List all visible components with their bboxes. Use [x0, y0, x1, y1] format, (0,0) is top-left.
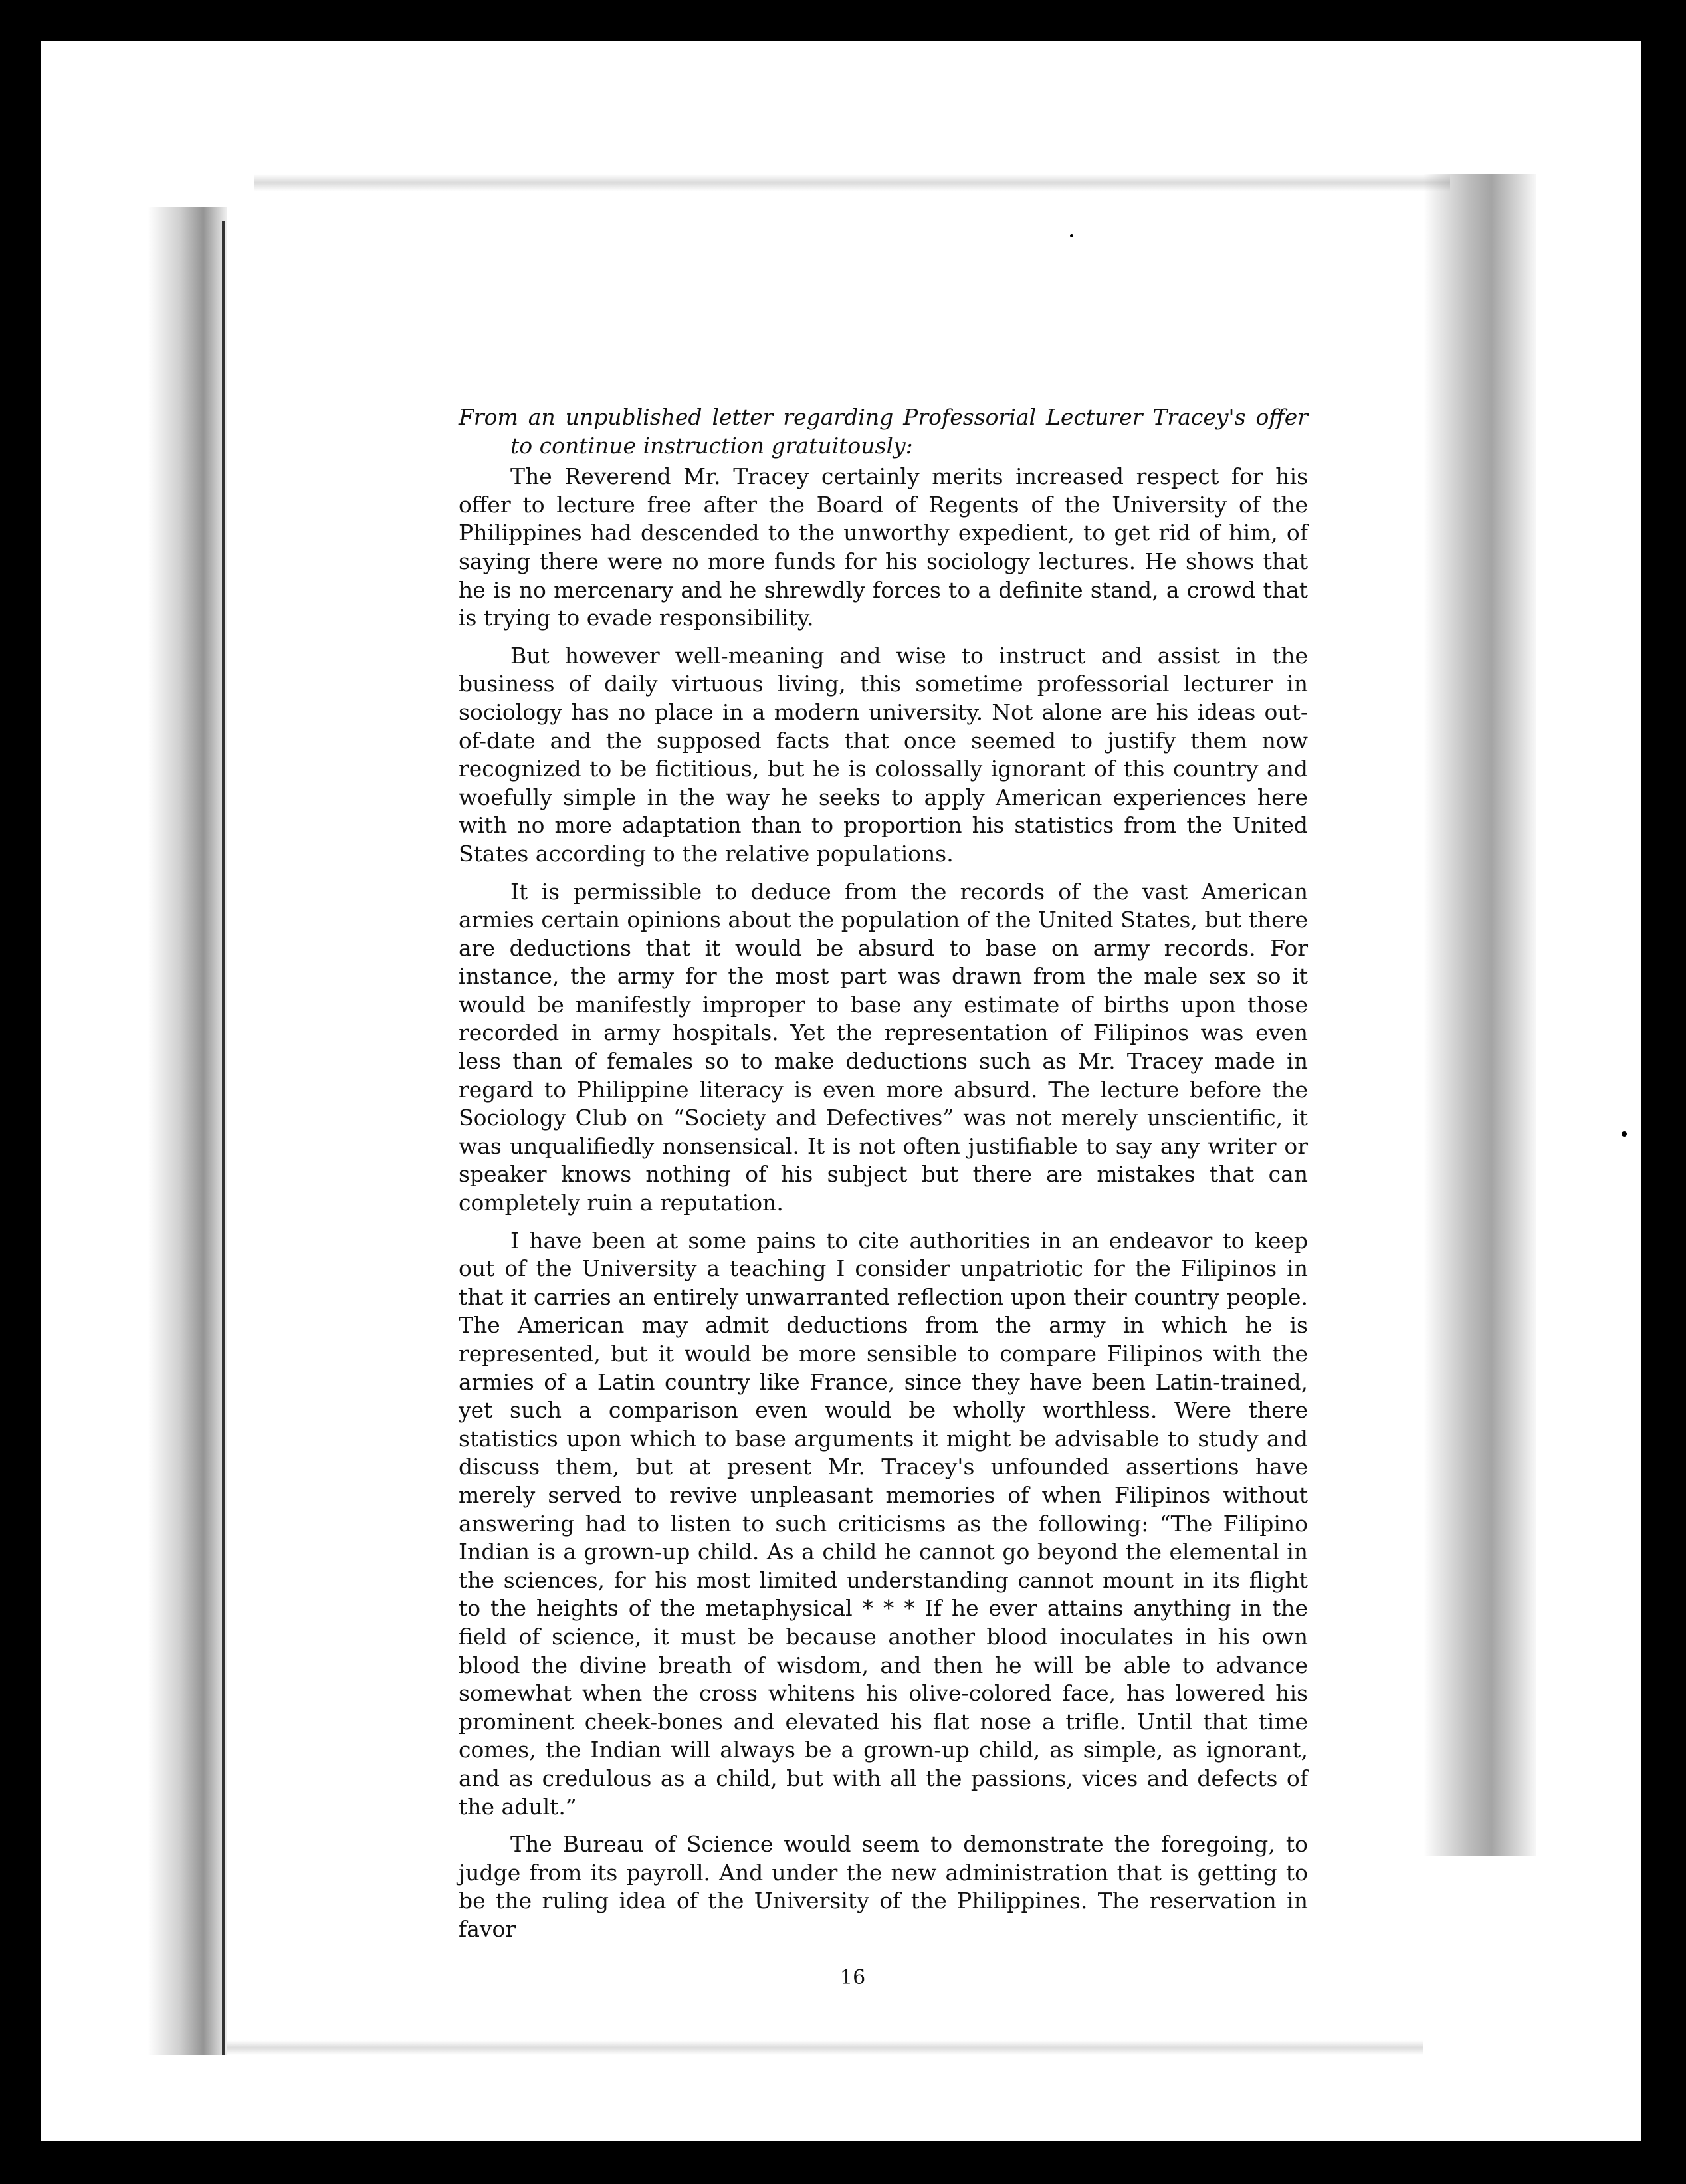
paragraph-2: But however well-meaning and wise to instruct and assist in the business of daily virtuous living, this sometime professorial lecturer in sociology has no place in a modern university. Not alone are his ideas out-of-date and the supposed facts that once seemed to justify them now recognized to be fictitious, but he is colossally ignorant of this country and woefully simple in the way he seeks to apply American experiences here with no more adaptation than to proportion his statistics from the United States according to the relative populations. — [459, 642, 1308, 867]
document-body — [459, 403, 1308, 1953]
scan-edge-bottom — [227, 2040, 1423, 2055]
scan-edge-top — [254, 174, 1450, 191]
paragraph-5: The Bureau of Science would seem to demonstrate the foregoing, to judge from its payroll. And under the new administration that is getting to be the ruling idea of the University of the Philippines. The reservation in favor — [459, 1831, 1308, 1942]
scan-speck — [1070, 234, 1073, 237]
paragraph-1: The Reverend Mr. Tracey certainly merits increased respect for his offer to lecture free after the Board of Regents of the University of the Philippines had descended to the unworthy expedient, to get rid of him, of saying there were no more funds for his sociology lectures. He shows that he is no mercenary and he shrewdly forces to a definite stand, a crowd that is trying to evade responsibility. — [459, 463, 1308, 631]
scan-edge-left-line — [222, 221, 225, 2055]
scan-edge-left — [148, 207, 227, 2055]
intro-heading: From an unpublished letter regarding Professorial Lecturer Tracey's offer to continue instruction gratuitously: — [459, 404, 1308, 459]
paragraph-3: It is permissible to deduce from the records of the vast American armies certain opinions about the population of the United States, but there are deductions that it would be absurd to base on army records. For instance, the army for the most part was drawn from the male sex so it would be manifestly improper to base any estimate of births upon those recorded in army hospitals. Yet the representation of Filipinos was even less than of females so to make deductions such as Mr. Tracey made in regard to Philippine literacy is even more absurd. The lecture before the Sociology Club on “Society and Defectives” was not merely unscientific, it was unqualifiedly nonsensical. It is not often justifiable to say any writer or speaker knows nothing of his subject but there are mistakes that can completely ruin a reputation. — [459, 878, 1308, 1216]
scanned-page — [41, 41, 1641, 2141]
page-number-visible: 16 — [840, 1966, 866, 1990]
paragraph-4: I have been at some pains to cite authorities in an endeavor to keep out of the University a teaching I consider unpatriotic for the Filipinos in that it carries an entirely unwarranted reflection upon their country people. The American may admit deductions from the army in which he is represented, but it would be more sensible to compare Filipinos with the armies of a Latin country like France, since they have been Latin-trained, yet such a comparison even would be wholly worthless. Were there statistics upon which to base arguments it might be advisable to study and discuss them, but at present Mr. Tracey's unfounded assertions have merely served to revive unpleasant memories of when Filipinos without answering had to listen to such criticisms as the following: “The Filipino Indian is a grown-up child. As a child he cannot go beyond the elemental in the sciences, for his most limited understanding cannot mount in its flight to the heights of the metaphysical * * * If he ever attains anything in the field of science, it must be because another blood inoculates in his own blood the divine breath of wisdom, and then he will be able to advance somewhat when the cross whitens his olive-colored face, has lowered his prominent cheek-bones and elevated his flat nose a trifle. Until that time comes, the Indian will always be a grown-up child, as simple, as ignorant, and as credulous as a child, but with all the passions, vices and defects of the adult.” — [459, 1227, 1308, 1820]
scan-speck — [1622, 1131, 1627, 1137]
scan-edge-right — [1423, 174, 1536, 1856]
